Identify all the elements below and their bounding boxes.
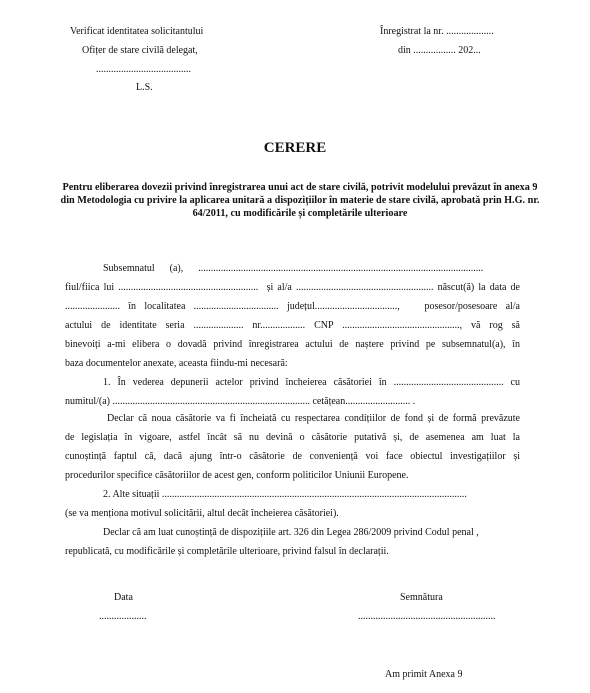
declaration1-line4: procedurilor specifice căsătoriilor de acest gen, conform politicilor Uniunii Europene. <box>65 470 409 481</box>
body-line-birthplace: ...................... în localitatea .................................. județul................................., posesor/posesoare al/a <box>65 301 520 312</box>
declaration2-line2: republicată, cu modificările și completările ulterioare, privind falsul în declarații. <box>65 546 389 557</box>
body-line-subsemnatul: Subsemnatul (a), .................................................................................................................. <box>103 263 484 274</box>
declaration2-line1: Declar că am luat cunoștință de dispozițiile art. 326 din Legea 286/2009 privind Codul penal , <box>103 527 479 538</box>
footer-signature-label: Semnătura <box>400 592 443 603</box>
footer-date-dots: ................... <box>99 611 147 622</box>
document-subtitle: Pentru eliberarea dovezii privind înregistrarea unui act de stare civilă, potrivit modelului prevăzut în anexa 9 din Metodologia cu privire la aplicarea unitară a dispozițiilor în materie de stare civilă, aprobată prin H.G. nr. 64/2011, cu modificările și completările ulterioare <box>60 182 540 219</box>
header-officer-label: Ofițer de stare civilă delegat, <box>82 45 198 56</box>
document-title: CERERE <box>263 140 327 156</box>
body-line-numitul: numitul/(a) ............................................................................... cetățean.......................... . <box>65 396 416 407</box>
declaration1-line3: cunoștință faptul că, dacă ajung într-o căsătorie de conveniență voi face obiectul investigațiilor și <box>65 451 520 462</box>
footer-annex-received: Am primit Anexa 9 <box>385 669 463 680</box>
body-line-item2: 2. Alte situații .......................................................................................................................... <box>103 489 467 500</box>
footer-signature-dots: ....................................................... <box>358 611 496 622</box>
declaration1-line1: Declar că noua căsătorie va fi încheiată cu respectarea condițiilor de fond și de formă prevăzute <box>107 413 520 424</box>
header-registration-number: Înregistrat la nr. ................... <box>380 26 494 37</box>
body-line-identity: actului de identitate seria .................... nr.................. CNP ..............................................., vă rog să <box>65 320 520 331</box>
body-line-mention: (se va menționa motivul solicitării, altul decât încheierea căsătoriei). <box>65 508 339 519</box>
body-line-item1: 1. În vederea depunerii actelor privind încheierea căsătoriei în ............................................ cu <box>103 377 520 388</box>
footer-date-label: Data <box>114 592 133 603</box>
body-line-parents: fiul/fiica lui ........................................................ și al/a ....................................................... născut(ă) la data de <box>65 282 520 293</box>
header-signature-dots: ...................................... <box>96 64 191 75</box>
body-line-request: binevoiți a-mi elibera o dovadă privind înregistrarea actului de naștere privind pe subsemnatul(a), în <box>65 339 520 350</box>
header-registration-date: din ................. 202... <box>398 45 481 56</box>
body-line-documents: baza documentelor anexate, aceasta fiindu-mi necesară: <box>65 358 288 369</box>
declaration1-line2: de legislația în vigoare, astfel încât să nu devină o căsătorie putativă și, de asemenea am luat la <box>65 432 520 443</box>
header-ls-label: L.S. <box>136 82 153 93</box>
header-verification-label: Verificat identitatea solicitantului <box>70 26 204 37</box>
